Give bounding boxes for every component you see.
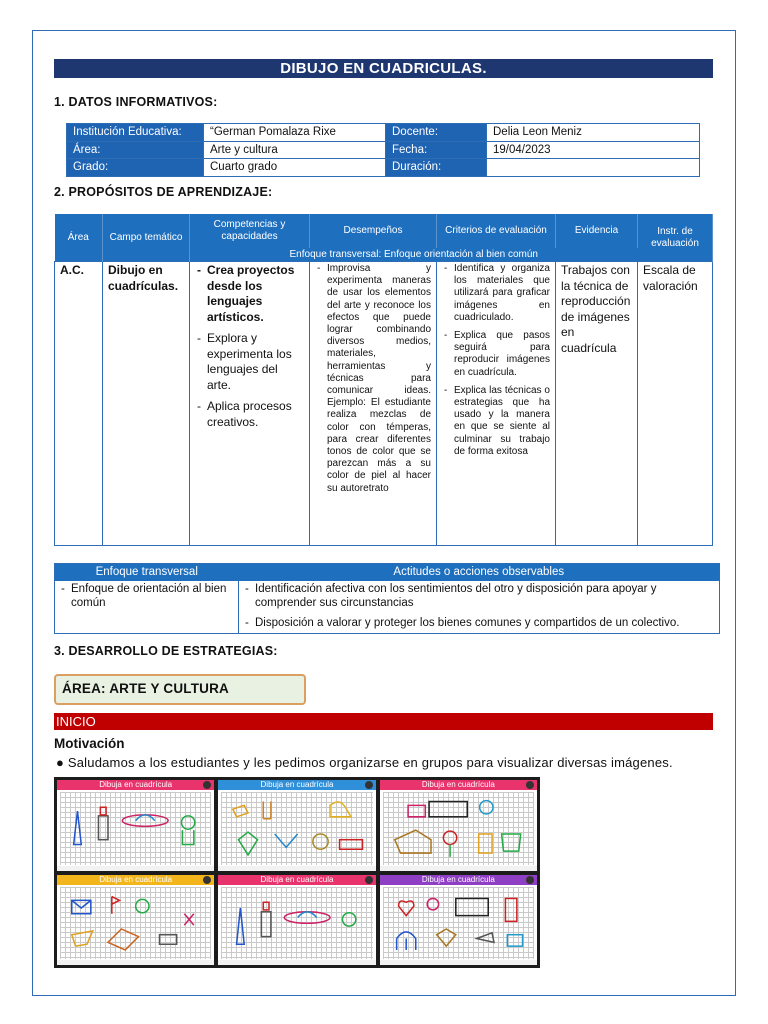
card-badge-icon [365,876,373,884]
cell-campo: Dibujo en cuadrículas. [103,262,190,546]
area-value: Arte y cultura [204,141,386,159]
section-heading-propositos: 2. PROPÓSITOS DE APRENDIZAJE: [54,185,273,199]
criterio-item: - Explica las técnicas o estrategias que ha usado y la manera en que se siente al culminar su trabajo de forma exitosa [442,385,550,458]
bullet-icon: ● [56,755,65,770]
area-title-box: ÁREA: ARTE Y CULTURA [54,674,306,705]
heart-elephant-octopus-drawings-icon [383,887,534,960]
animals-car-drawings-icon [221,792,372,865]
duration-value [487,159,700,177]
date-label: Fecha: [386,141,487,159]
cell-evidencia: Trabajos con la técnica de reproducción de imágenes en cuadrícula [556,262,638,546]
rocket-robot-ufo-drawings-icon [221,887,372,960]
grade-value: Cuarto grado [204,159,386,177]
criterio-item: - Identifica y organiza los materiales que utilizará para graficar imágenes en cuadriculado. [442,263,550,324]
transversal-subheader: Enfoque transversal: Enfoque orientación al bien común [190,248,638,262]
area-label: Área: [67,141,204,159]
col-header-campo: Campo temático [103,214,190,262]
enfoque-left-cell [55,581,239,634]
card-title: Dibuja en cuadrícula [380,780,537,790]
grid-card [57,780,214,871]
duration-label: Duración: [386,159,487,177]
camel-flower-drawings-icon [383,792,534,865]
section-heading-desarrollo: 3. DESARROLLO DE ESTRATEGIAS: [54,644,278,658]
col-header-evidencia: Evidencia [556,214,638,248]
grid-card [218,875,375,966]
teacher-value: Delia Leon Meniz [487,124,700,142]
grid-card [57,875,214,966]
enfoque-header-right: Actitudes o acciones observables [239,564,720,581]
col-header-desempenos: Desempeños [310,214,437,248]
institution-label: Institución Educativa: [67,124,204,142]
grid-card [380,780,537,871]
competencia-main: - Crea proyectos desde los lenguajes artísticos. [195,263,304,325]
purposes-table [54,214,713,546]
inicio-bar: INICIO [54,713,713,730]
grade-label: Grado: [67,159,204,177]
cell-competencias [190,262,310,546]
info-table [66,123,700,177]
enfoque-header-left: Enfoque transversal [55,564,239,581]
card-badge-icon [526,781,534,789]
criterio-item: - Explica que pasos seguirá para reproducir imágenes en cuadrícula. [442,330,550,379]
capacidad-item: - Explora y experimenta los lenguajes del arte. [195,331,304,393]
grid-card [380,875,537,966]
desempeno-text: - Improvisa y experimenta maneras de usar los elementos del arte y reconoce los efectos que puede lograr combinando diversos medios, materiales, herramientas y técnicas para comunicar ideas. Ejemplo: El estudiante realiza mezclas de color con témperas, para crear diferentes tonos de color que se parezcan más a su color de piel al hacer su autoretrato [315,263,431,495]
card-badge-icon [365,781,373,789]
grid-drawings-image [54,777,540,968]
saludo-paragraph [56,755,673,770]
action-item: - Disposición a valorar y proteger los bienes comunes y compartidos de un colectivo. [243,616,715,630]
card-badge-icon [203,876,211,884]
enfoque-item: - Enfoque de orientación al bien común [59,582,234,610]
enfoque-actions-cell [239,581,720,634]
saludo-text: Saludamos a los estudiantes y les pedimos organizarse en grupos para visualizar diversas imágenes. [67,755,673,770]
capacidad-item: - Aplica procesos creativos. [195,399,304,430]
date-value: 19/04/2023 [487,141,700,159]
rocket-robot-ufo-alien-drawings-icon [60,792,211,865]
card-title: Dibuja en cuadrícula [57,875,214,885]
page-title: DIBUJO EN CUADRICULAS. [54,59,713,78]
cell-instrumento: Escala de valoración [638,262,713,546]
motivacion-heading: Motivación [54,736,125,751]
action-item: - Identificación afectiva con los sentimientos del otro y disposición para apoyar y comprender sus circunstancias [243,582,715,610]
card-title: Dibuja en cuadrícula [218,780,375,790]
col-header-instrumento: Instr. de evaluación [638,214,713,262]
enfoque-table [54,563,720,634]
col-header-criterios: Criterios de evaluación [437,214,556,248]
cell-area: A.C. [55,262,103,546]
card-title: Dibuja en cuadrícula [57,780,214,790]
col-header-competencias: Competencias y capacidades [190,214,310,248]
card-badge-icon [526,876,534,884]
card-title: Dibuja en cuadrícula [380,875,537,885]
envelope-snail-drawings-icon [60,887,211,960]
card-title: Dibuja en cuadrícula [218,875,375,885]
grid-card [218,780,375,871]
cell-criterios [437,262,556,546]
teacher-label: Docente: [386,124,487,142]
cell-desempenos [310,262,437,546]
section-heading-datos: 1. DATOS INFORMATIVOS: [54,95,218,109]
col-header-area: Área [55,214,103,262]
institution-value: “German Pomalaza Rixe [204,124,386,142]
